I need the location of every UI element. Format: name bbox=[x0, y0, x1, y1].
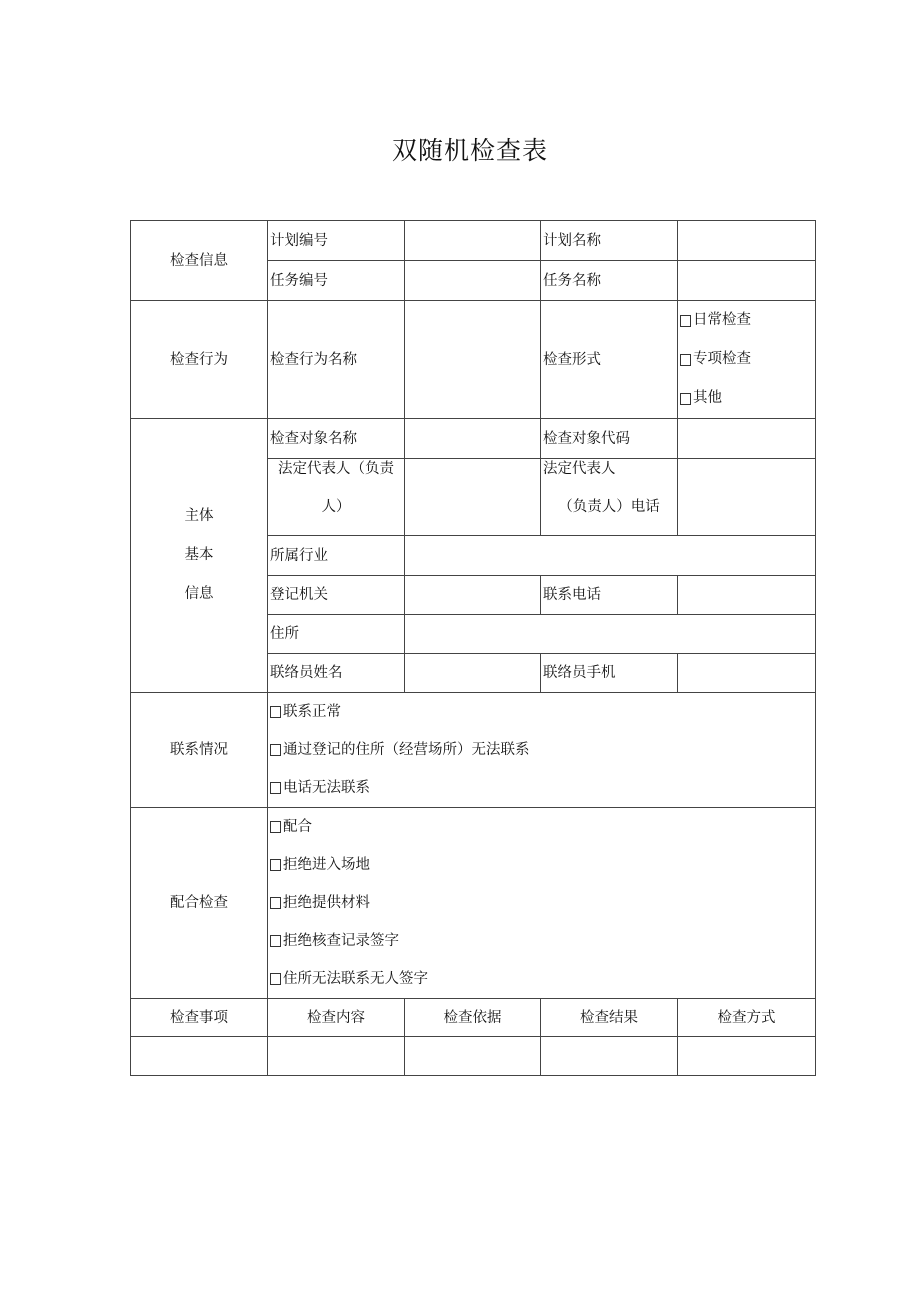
checkbox-icon bbox=[270, 897, 281, 909]
object-code-field[interactable] bbox=[678, 419, 816, 459]
liaison-mobile-field[interactable] bbox=[678, 654, 816, 693]
checkbox-icon bbox=[270, 935, 281, 947]
items-header-basis: 检查依据 bbox=[405, 999, 541, 1037]
action-name-label: 检查行为名称 bbox=[268, 301, 405, 419]
registration-authority-field[interactable] bbox=[405, 576, 541, 615]
registration-authority-label: 登记机关 bbox=[268, 576, 405, 615]
object-name-field[interactable] bbox=[405, 419, 541, 459]
inspection-form-options bbox=[678, 301, 816, 419]
section-label-inspection-info: 检查信息 bbox=[131, 221, 268, 301]
contact-phone-label: 联系电话 bbox=[541, 576, 678, 615]
items-header-matter: 检查事项 bbox=[131, 999, 268, 1037]
task-number-label: 任务编号 bbox=[268, 261, 405, 301]
contact-option-normal[interactable]: 联系正常 bbox=[270, 693, 815, 731]
items-cell-result[interactable] bbox=[541, 1037, 678, 1076]
checkbox-icon bbox=[680, 393, 691, 405]
section-label-inspection-action: 检查行为 bbox=[131, 301, 268, 419]
industry-field[interactable] bbox=[405, 536, 816, 576]
address-field[interactable] bbox=[405, 615, 816, 654]
checkbox-icon bbox=[680, 315, 691, 327]
contact-option-address-unreachable[interactable]: 通过登记的住所（经营场所）无法联系 bbox=[270, 731, 815, 769]
coop-option-refuse-sign[interactable]: 拒绝核查记录签字 bbox=[270, 922, 815, 960]
coop-option-no-signer[interactable]: 住所无法联系无人签字 bbox=[270, 960, 815, 998]
checkbox-icon bbox=[270, 744, 281, 756]
page-title: 双随机检查表 bbox=[391, 136, 548, 165]
cooperation-options bbox=[268, 808, 816, 999]
items-cell-method[interactable] bbox=[678, 1037, 816, 1076]
plan-number-label: 计划编号 bbox=[268, 221, 405, 261]
legal-rep-label: 法定代表人（负责 人） bbox=[268, 459, 405, 536]
items-cell-basis[interactable] bbox=[405, 1037, 541, 1076]
liaison-mobile-label: 联络员手机 bbox=[541, 654, 678, 693]
liaison-name-label: 联络员姓名 bbox=[268, 654, 405, 693]
liaison-name-field[interactable] bbox=[405, 654, 541, 693]
section-label-cooperation: 配合检查 bbox=[131, 808, 268, 999]
coop-option-refuse-entry[interactable]: 拒绝进入场地 bbox=[270, 846, 815, 884]
checkbox-icon bbox=[270, 821, 281, 833]
form-option-other[interactable]: 其他 bbox=[680, 379, 815, 418]
plan-name-field[interactable] bbox=[678, 221, 816, 261]
object-name-label: 检查对象名称 bbox=[268, 419, 405, 459]
contact-option-phone-unreachable[interactable]: 电话无法联系 bbox=[270, 769, 815, 807]
inspection-form-label: 检查形式 bbox=[541, 301, 678, 419]
contact-phone-field[interactable] bbox=[678, 576, 816, 615]
contact-status-options bbox=[268, 693, 816, 808]
coop-option-refuse-materials[interactable]: 拒绝提供材料 bbox=[270, 884, 815, 922]
plan-number-field[interactable] bbox=[405, 221, 541, 261]
form-option-daily[interactable]: 日常检查 bbox=[680, 301, 815, 340]
legal-rep-field[interactable] bbox=[405, 459, 541, 536]
section-label-contact-status: 联系情况 bbox=[131, 693, 268, 808]
legal-rep-phone-field[interactable] bbox=[678, 459, 816, 536]
checkbox-icon bbox=[680, 354, 691, 366]
action-name-field[interactable] bbox=[405, 301, 541, 419]
task-number-field[interactable] bbox=[405, 261, 541, 301]
checkbox-icon bbox=[270, 706, 281, 718]
section-label-subject-info: 主体 基本 信息 bbox=[131, 419, 268, 693]
checkbox-icon bbox=[270, 973, 281, 985]
object-code-label: 检查对象代码 bbox=[541, 419, 678, 459]
items-header-result: 检查结果 bbox=[541, 999, 678, 1037]
checkbox-icon bbox=[270, 859, 281, 871]
industry-label: 所属行业 bbox=[268, 536, 405, 576]
coop-option-cooperate[interactable]: 配合 bbox=[270, 808, 815, 846]
checkbox-icon bbox=[270, 782, 281, 794]
items-cell-matter[interactable] bbox=[131, 1037, 268, 1076]
plan-name-label: 计划名称 bbox=[541, 221, 678, 261]
inspection-form-table bbox=[130, 220, 816, 1076]
items-cell-content[interactable] bbox=[268, 1037, 405, 1076]
task-name-field[interactable] bbox=[678, 261, 816, 301]
items-header-content: 检查内容 bbox=[268, 999, 405, 1037]
task-name-label: 任务名称 bbox=[541, 261, 678, 301]
address-label: 住所 bbox=[268, 615, 405, 654]
items-header-method: 检查方式 bbox=[678, 999, 816, 1037]
form-option-special[interactable]: 专项检查 bbox=[680, 340, 815, 379]
legal-rep-phone-label: 法定代表人 （负责人）电话 bbox=[541, 459, 678, 536]
